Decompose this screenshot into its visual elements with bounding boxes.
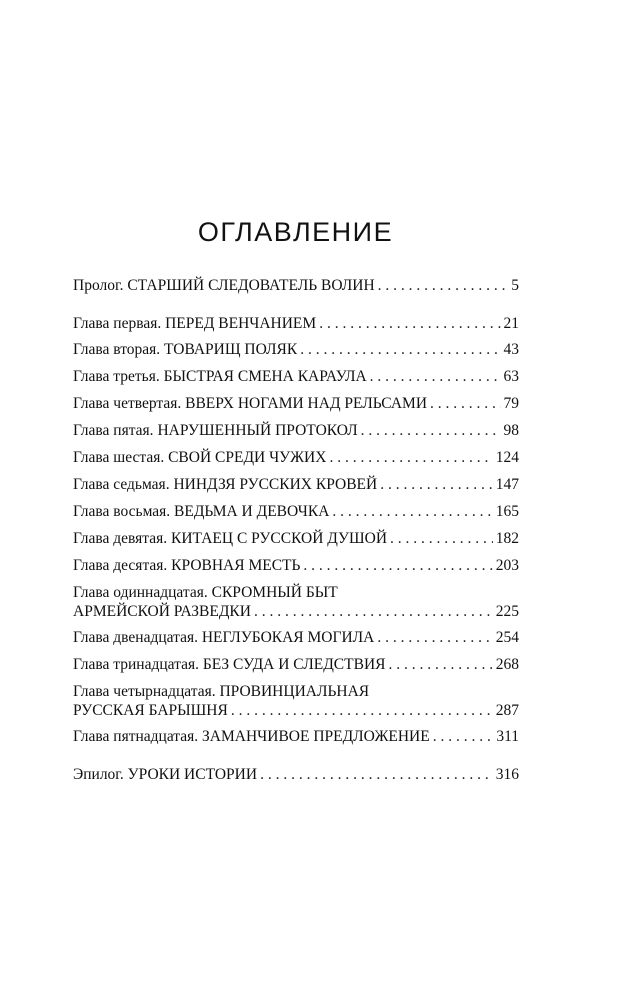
toc-entry-chapter-6 (73, 448, 519, 467)
leader-dots (300, 340, 500, 359)
entry-label: Глава двенадцатая. (73, 629, 198, 646)
leader-dots (319, 314, 500, 333)
toc-entry-chapter-7 (73, 475, 519, 494)
entry-label: Глава девятая. (73, 530, 168, 547)
entry-label: Глава одиннадцатая. (73, 584, 208, 601)
toc-entry-chapter-4 (73, 394, 519, 413)
leader-dots (231, 701, 493, 720)
entry-page: 165 (495, 503, 519, 520)
entry-page: 124 (495, 449, 519, 466)
toc-entry-chapter-12 (73, 628, 519, 647)
leader-dots (377, 628, 492, 647)
toc-entry-chapter-2 (73, 340, 519, 359)
entry-title: НИНДЗЯ РУССКИХ КРОВЕЙ (173, 476, 378, 493)
entry-title: СВОЙ СРЕДИ ЧУЖИХ (168, 449, 327, 466)
entry-label: Глава вторая. (73, 341, 161, 358)
entry-title: НЕГЛУБОКАЯ МОГИЛА (201, 629, 375, 646)
leader-dots (254, 602, 493, 621)
entry-title: КРОВНАЯ МЕСТЬ (171, 557, 301, 574)
toc-entry-prologue (73, 276, 519, 295)
leader-dots (329, 448, 492, 467)
toc-entry-chapter-9 (73, 529, 519, 548)
toc-entry-chapter-14 (73, 682, 519, 720)
leader-dots (260, 765, 493, 784)
toc-title: ОГЛАВЛЕНИЕ (197, 217, 394, 247)
entry-label: Глава десятая. (73, 557, 168, 574)
toc-entry-chapter-5 (73, 421, 519, 440)
entry-title: СТАРШИЙ СЛЕДОВАТЕЛЬ ВОЛИН (127, 277, 375, 294)
entry-label: Глава пятая. (73, 422, 154, 439)
entry-page: 147 (495, 476, 519, 493)
leader-dots (332, 502, 492, 521)
entry-page: 63 (503, 368, 519, 385)
leader-dots (303, 556, 492, 575)
entry-page: 98 (503, 422, 519, 439)
toc-entry-chapter-10 (73, 556, 519, 575)
entry-page: 254 (495, 629, 519, 646)
toc-entry-chapter-1 (73, 314, 519, 333)
leader-dots (380, 475, 493, 494)
entry-label: Глава третья. (73, 368, 160, 385)
entry-title: ВВЕРХ НОГАМИ НАД РЕЛЬСАМИ (185, 395, 428, 412)
entry-page: 225 (495, 603, 519, 620)
entry-page: 311 (496, 728, 519, 745)
entry-title: СКРОМНЫЙ БЫТ (211, 584, 338, 601)
entry-title-continued: АРМЕЙСКОЙ РАЗВЕДКИ (73, 603, 251, 620)
entry-label: Глава тринадцатая. (73, 656, 199, 673)
entry-page: 43 (503, 341, 519, 358)
leader-dots (361, 421, 501, 440)
entry-page: 79 (503, 395, 519, 412)
entry-label: Глава восьмая. (73, 503, 171, 520)
entry-title: ТОВАРИЩ ПОЛЯК (164, 341, 298, 358)
toc-entry-chapter-13 (73, 655, 519, 674)
entry-page: 182 (495, 530, 519, 547)
leader-dots (370, 367, 501, 386)
entry-label: Глава шестая. (73, 449, 165, 466)
toc-entry-epilogue (73, 765, 519, 784)
entry-title: НАРУШЕННЫЙ ПРОТОКОЛ (157, 422, 358, 439)
toc-entry-chapter-15 (73, 727, 519, 746)
leader-dots (430, 394, 500, 413)
entry-page: 203 (495, 557, 519, 574)
entry-title: КИТАЕЦ С РУССКОЙ ДУШОЙ (171, 530, 388, 547)
entry-title: УРОКИ ИСТОРИИ (127, 766, 258, 783)
entry-page: 5 (511, 277, 519, 294)
entry-label: Глава четвертая. (73, 395, 182, 412)
entry-title: БЕЗ СУДА И СЛЕДСТВИЯ (202, 656, 386, 673)
toc-entry-chapter-3 (73, 367, 519, 386)
entry-title: ПРОВИНЦИАЛЬНАЯ (219, 683, 370, 700)
entry-title: ЗАМАНЧИВОЕ ПРЕДЛОЖЕНИЕ (202, 728, 430, 745)
toc-entry-chapter-8 (73, 502, 519, 521)
entry-title: БЫСТРАЯ СМЕНА КАРАУЛА (163, 368, 367, 385)
leader-dots (390, 529, 493, 548)
entry-page: 287 (495, 702, 519, 719)
toc-entry-chapter-11 (73, 583, 519, 621)
entry-title: ПЕРЕД ВЕНЧАНИЕМ (165, 315, 317, 332)
entry-label: Эпилог. (73, 766, 124, 783)
leader-dots (433, 727, 494, 746)
entry-page: 268 (495, 656, 519, 673)
leader-dots (388, 655, 492, 674)
entry-label: Глава пятнадцатая. (73, 728, 199, 745)
entry-label: Глава седьмая. (73, 476, 170, 493)
entry-label: Глава четырнадцатая. (73, 683, 216, 700)
entry-title-continued: РУССКАЯ БАРЫШНЯ (73, 702, 228, 719)
entry-title: ВЕДЬМА И ДЕВОЧКА (174, 503, 330, 520)
entry-label: Пролог. (73, 277, 124, 294)
leader-dots (378, 276, 509, 295)
entry-label: Глава первая. (73, 315, 162, 332)
entry-page: 316 (495, 766, 519, 783)
entry-page: 21 (503, 315, 519, 332)
